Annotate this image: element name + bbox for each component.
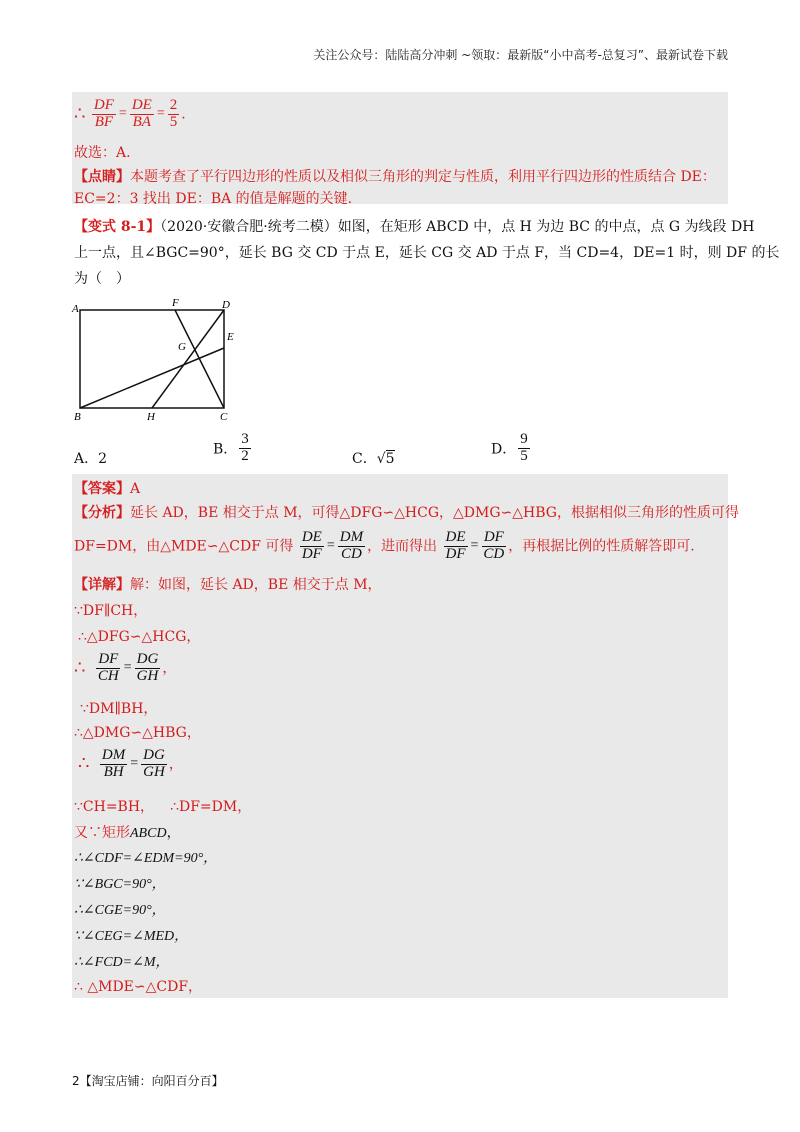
detail-step-11: ∴∠CGE=90°， [74,903,166,918]
comment-line-1: 【点睛】本题考查了平行四边形的性质以及相似三角形的判定与性质，利用平行四边形的性质结合 DE： [74,169,716,185]
problem-line-2: 上一点，且∠BGC=90°，延长 BG 交 CD 于点 E，延长 CG 交 AD 于点 F，当 CD=4，DE=1 时，则 DF 的长 [74,245,780,261]
answer-choice-line: 故选：A. [74,145,131,161]
label-f: F [172,297,179,309]
rectangle-abcd [80,310,224,408]
choice-b: B． $\frac{3}{2}$ [213,431,249,464]
detail-step-5: ∴△DMG∽△HBG， [74,725,201,741]
fraction-de-ba: $\frac{DE}{BA}$ [131,97,152,130]
analysis-line-2: DF=DM，由△MDE∽△CDF 可得 $\frac{DE}{DF}$ = $\frac{DM}{CD}$ ，进而得出 $\frac{DE}{DF}$ = $\frac{DF}{CD}$ ，再根据比例的性质解答即可. [74,529,695,562]
label-a: A [72,303,79,315]
segment-cf [175,310,224,408]
analysis-line-1: 【分析】延长 AD，BE 相交于点 M，可得△DFG∽△HCG，△DMG∽△HBG，根据相似三角形的性质可得 [74,505,739,521]
detail-step-7: ∵CH=BH， ∴DF=DM， [74,799,252,815]
detail-step-6: ∴ $\frac{DM}{BH}$ = $\frac{DG}{GH}$ ， [78,747,183,780]
comment-line-2: EC=2：3 找出 DE：BA 的值是解题的关键. [74,191,353,207]
detail-step-1: ∵DF∥CH， [74,603,148,619]
label-g: G [178,341,186,353]
detail-step-13: ∴∠FCD=∠M， [74,955,170,970]
problem-line-3: 为（ ） [74,271,130,287]
problem-line-1: 【变式 8-1】（2020·安徽合肥·统考二模）如图，在矩形 ABCD 中，点 H 为边 BC 的中点，点 G 为线段 DH [74,219,755,235]
fraction-2-5: $\frac{2}{5}$ [169,97,178,130]
detail-step-4: ∵DM∥BH， [80,701,158,717]
detail-step-12: ∵∠CEG=∠MED， [74,929,189,944]
answer-line: 【答案】A [74,481,141,497]
detail-step-9: ∴∠CDF=∠EDM=90°， [74,851,218,866]
label-c: C [220,411,228,423]
detail-step-2: ∴△DFG∽△HCG， [78,629,201,645]
choice-d: D． $\frac{9}{5}$ [491,431,528,464]
detail-step-8: 又∵矩形ABCD， [74,825,181,841]
fraction-df-bf: $\frac{DF}{BF}$ [93,97,114,130]
segment-dh [152,310,224,408]
label-h: H [147,411,155,423]
label-d: D [222,299,230,311]
label-e: E [227,331,234,343]
segment-bm [80,348,224,408]
page-header: 关注公众号：陆陆高分冲刺 ~领取：最新版“小中高考-总复习”、最新试卷下载 [313,48,728,62]
detail-intro: 【详解】解：如图，延长 AD，BE 相交于点 M， [74,577,382,593]
choice-c: C．√5 [352,451,395,467]
choice-a: A．2 [74,451,108,467]
ratio-conclusion-line: ∴ $\frac{DF}{BF}$ = $\frac{DE}{BA}$ = $\frac{2}{5}$ . [74,97,186,130]
detail-step-14: ∴ △MDE∽△CDF， [74,979,203,995]
detail-step-3: ∴ $\frac{DF}{CH}$ = $\frac{DG}{GH}$ ， [74,651,177,684]
page-footer: 2【淘宝店铺：向阳百分百】 [72,1074,224,1088]
label-b: B [74,411,81,423]
geometry-figure [68,296,248,424]
detail-step-10: ∵∠BGC=90°， [74,877,166,892]
